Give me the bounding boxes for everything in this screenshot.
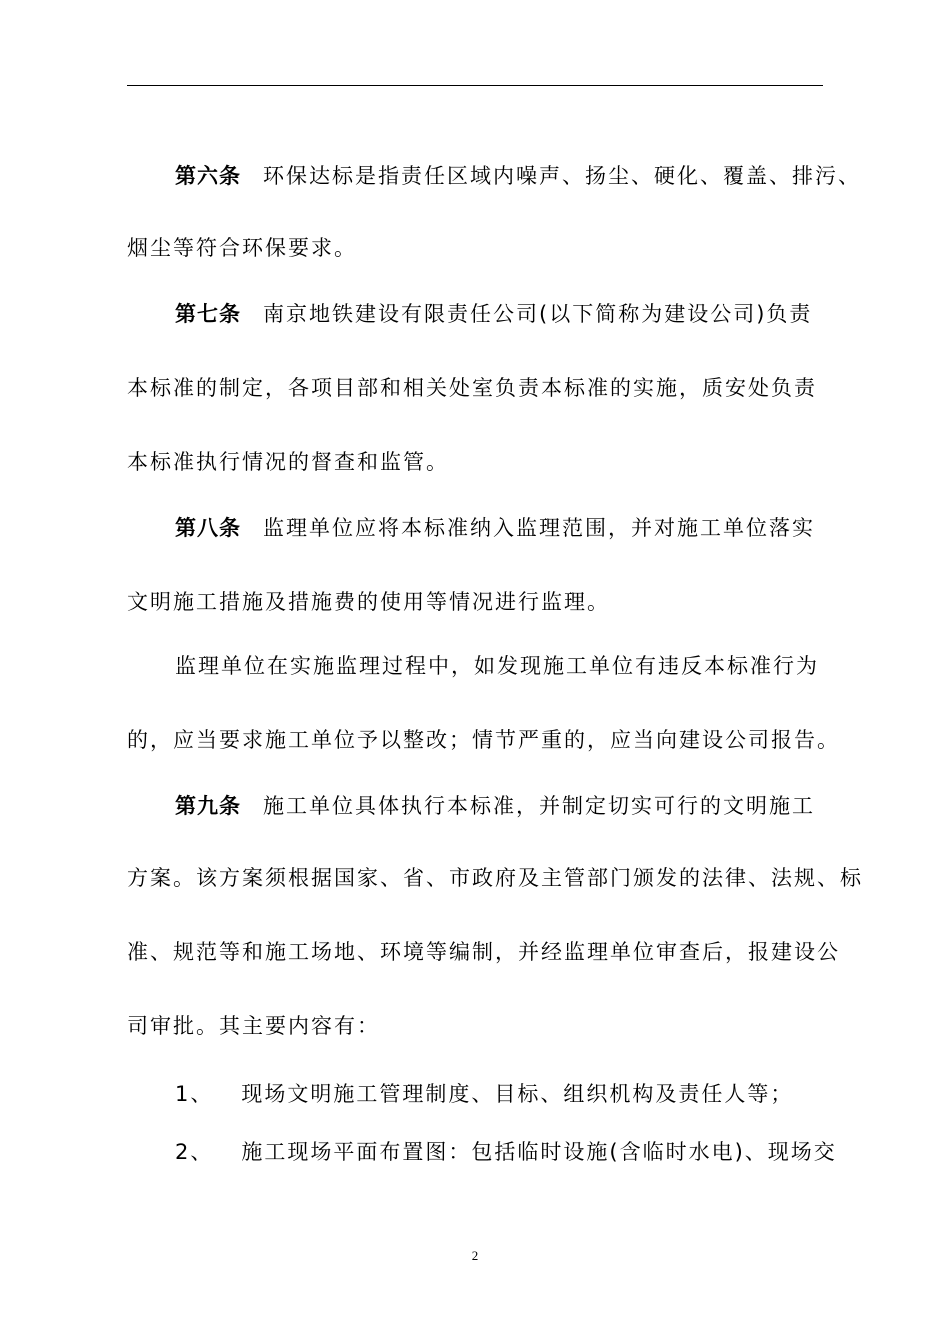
list-item — [175, 1078, 875, 1110]
article-9-line-2: 方案。该方案须根据国家、省、市政府及主管部门颁发的法律、法规、标 — [127, 866, 863, 890]
article-9-line-1 — [175, 790, 875, 822]
article-8-para-2-line-2: 的，应当要求施工单位予以整改；情节严重的，应当向建设公司报告。 — [127, 728, 840, 752]
article-8-line-1 — [175, 512, 875, 544]
header-rule — [127, 85, 823, 86]
article-7-text-1: 南京地铁建设有限责任公司(以下简称为建设公司)负责 — [263, 302, 813, 326]
article-9-label: 第九条 — [175, 794, 241, 818]
article-8-line-2: 文明施工措施及措施费的使用等情况进行监理。 — [127, 590, 610, 614]
list-item — [175, 1136, 875, 1168]
article-7-line-1 — [175, 298, 875, 330]
article-7-label: 第七条 — [175, 302, 241, 326]
article-9-line-3: 准、规范等和施工场地、环境等编制，并经监理单位审查后，报建设公 — [127, 940, 840, 964]
list-item-number: 2、 — [175, 1140, 214, 1164]
article-6-text-1: 环保达标是指责任区域内噪声、扬尘、硬化、覆盖、排污、 — [263, 164, 861, 188]
article-7-line-3: 本标准执行情况的督查和监管。 — [127, 450, 449, 474]
article-8-text-1: 监理单位应将本标准纳入监理范围，并对施工单位落实 — [263, 516, 815, 540]
article-6-line-1 — [175, 160, 875, 192]
list-item-number: 1、 — [175, 1082, 214, 1106]
article-8-label: 第八条 — [175, 516, 241, 540]
article-9-line-4: 司审批。其主要内容有： — [127, 1014, 380, 1038]
article-9-text-1: 施工单位具体执行本标准，并制定切实可行的文明施工 — [263, 794, 815, 818]
article-8-para-2-line-1: 监理单位在实施监理过程中，如发现施工单位有违反本标准行为 — [175, 654, 819, 678]
article-7-line-2: 本标准的制定，各项目部和相关处室负责本标准的实施，质安处负责 — [127, 376, 817, 400]
list-item-text: 施工现场平面布置图：包括临时设施(含临时水电)、现场交 — [241, 1140, 837, 1164]
article-6-line-2: 烟尘等符合环保要求。 — [127, 236, 357, 260]
list-item-text: 现场文明施工管理制度、目标、组织机构及责任人等； — [241, 1082, 794, 1106]
article-6-label: 第六条 — [175, 164, 241, 188]
page-number: 2 — [471, 1248, 479, 1263]
